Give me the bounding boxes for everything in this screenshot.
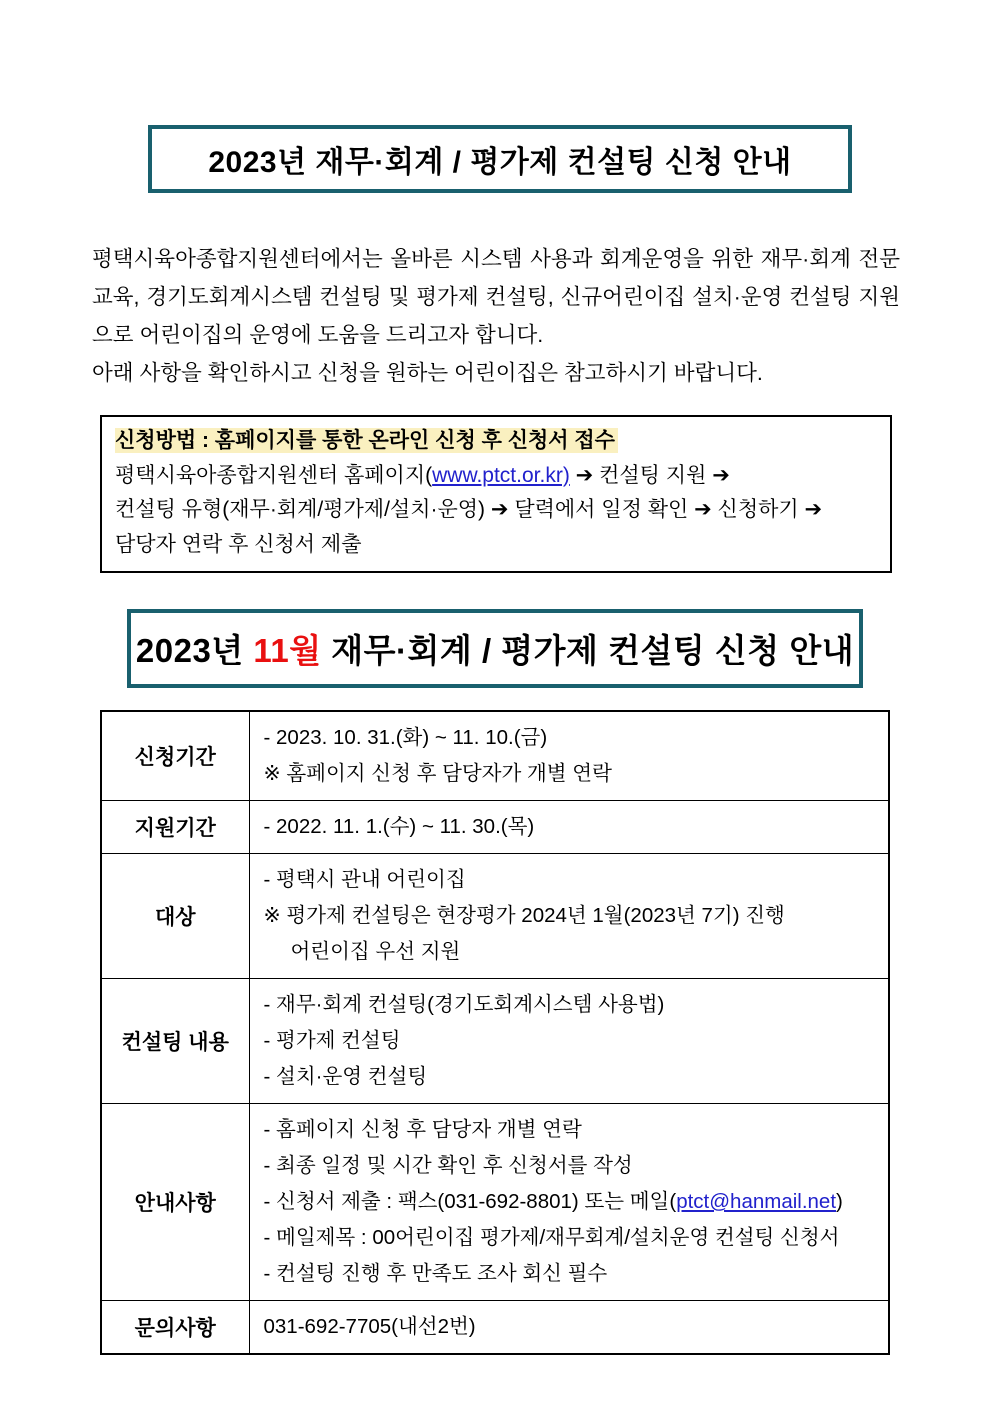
intro-line: 평택시육아종합지원센터에서는 올바른 시스템 사용과 회계운영을 위한 재무·회계 전문	[92, 247, 900, 271]
apply-step-text: 평택시육아종합지원센터 홈페이지(	[115, 463, 433, 487]
cell-line: 어린이집 우선 지원	[290, 940, 461, 963]
row-label: 대상	[101, 854, 249, 979]
cell-line: - 평택시 관내 어린이집	[263, 868, 466, 891]
row-inquiry	[101, 1301, 889, 1355]
row-support-period	[101, 801, 889, 854]
row-label: 신청기간	[101, 711, 249, 801]
apply-method-heading-text: 신청방법 : 홈페이지를 통한 온라인 신청 후 신청서 접수	[115, 428, 618, 453]
cell-line: - 2023. 10. 31.(화) ~ 11. 10.(금)	[263, 726, 548, 749]
row-content	[249, 1104, 889, 1301]
apply-step-line-3: 담당자 연락 후 신청서 제출	[115, 532, 362, 556]
cell-line: - 2022. 11. 1.(수) ~ 11. 30.(목)	[263, 815, 535, 838]
row-content	[249, 1301, 889, 1355]
cell-line-text: - 신청서 제출 : 팩스(031-692-8801) 또는 메일(	[263, 1190, 677, 1213]
cell-line: - 재무·회계 컨설팅(경기도회계시스템 사용법)	[263, 993, 665, 1016]
row-application-period	[101, 711, 889, 801]
intro-line: 교육, 경기도회계시스템 컨설팅 및 평가제 컨설팅, 신규어린이집 설치·운영 컨설팅 지원	[92, 285, 900, 309]
cell-line: ※ 홈페이지 신청 후 담당자가 개별 연락	[263, 762, 612, 785]
consulting-info-table	[100, 710, 890, 1355]
cell-line: ※ 평가제 컨설팅은 현장평가 2024년 1월(2023년 7기) 진행	[263, 904, 785, 927]
title-banner-annual-text: 2023년 재무·회계 / 평가제 컨설팅 신청 안내	[208, 146, 792, 179]
row-guidance	[101, 1104, 889, 1301]
apply-step-line-2: 컨설팅 유형(재무·회계/평가제/설치·운영) ➔ 달력에서 일정 확인 ➔ 신청하기 ➔	[115, 498, 823, 521]
cell-line-with-link	[264, 1184, 883, 1220]
apply-step-text: ➔ 컨설팅 지원 ➔	[569, 463, 730, 487]
title-banner-annual	[148, 125, 852, 193]
cell-line: - 홈페이지 신청 후 담당자 개별 연락	[263, 1118, 582, 1141]
row-label: 문의사항	[101, 1301, 249, 1355]
apply-step-line-1	[115, 459, 877, 494]
cell-line: 031-692-7705(내선2번)	[263, 1315, 476, 1338]
row-content	[249, 854, 889, 979]
cell-line: - 최종 일정 및 시간 확인 후 신청서를 작성	[263, 1154, 633, 1177]
cell-line: - 설치·운영 컨설팅	[263, 1065, 428, 1088]
title-banner-november-text	[136, 625, 854, 672]
title-month-red: 11월	[253, 632, 322, 669]
intro-line: 아래 사항을 확인하시고 신청을 원하는 어린이집은 참고하시기 바랍니다.	[92, 361, 763, 385]
row-label: 안내사항	[101, 1104, 249, 1301]
row-label: 컨설팅 내용	[101, 979, 249, 1104]
email-link[interactable]: ptct@hanmail.net	[676, 1190, 837, 1213]
cell-line-text: )	[836, 1190, 843, 1213]
cell-line: - 메일제목 : 00어린이집 평가제/재무회계/설치운영 컨설팅 신청서	[263, 1226, 840, 1249]
intro-paragraph	[92, 240, 900, 392]
title-banner-november	[127, 609, 863, 688]
intro-line: 으로 어린이집의 운영에 도움을 드리고자 합니다.	[92, 323, 544, 347]
cell-line: - 컨설팅 진행 후 만족도 조사 회신 필수	[263, 1262, 608, 1285]
row-content	[249, 801, 889, 854]
row-content	[249, 711, 889, 801]
row-content	[249, 979, 889, 1104]
website-link[interactable]: www.ptct.or.kr)	[432, 463, 570, 487]
row-target	[101, 854, 889, 979]
apply-method-heading	[115, 424, 877, 459]
row-consulting-content	[101, 979, 889, 1104]
apply-method-box	[100, 415, 892, 573]
title-year: 2023년	[135, 632, 254, 669]
title-rest: 재무·회계 / 평가제 컨설팅 신청 안내	[321, 632, 855, 669]
cell-line: - 평가제 컨설팅	[263, 1029, 401, 1052]
row-label: 지원기간	[101, 801, 249, 854]
